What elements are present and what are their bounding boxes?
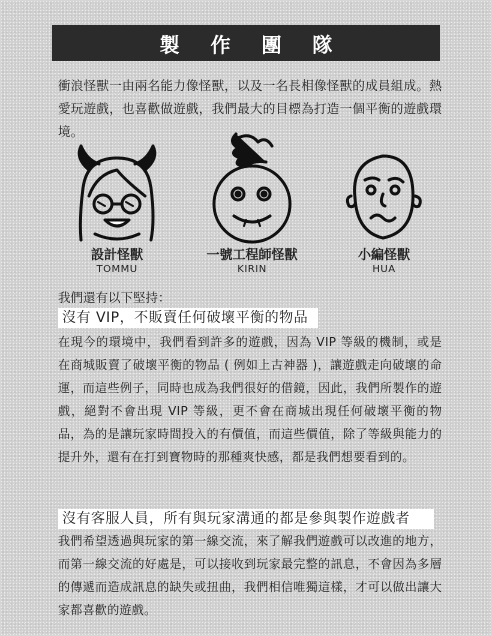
member-card-editor: [334, 146, 434, 275]
principle-heading: 沒有 VIP，不販賣任何破壞平衡的物品: [58, 308, 318, 328]
member-role: 設計怪獸: [90, 248, 143, 263]
page-title: 製 作 團 隊: [159, 32, 345, 57]
member-card-engineer: [196, 128, 308, 275]
principles-lead: 我們還有以下堅持：: [58, 290, 171, 305]
girl-devil-horns-glasses-icon: [67, 140, 167, 246]
curly-hair-boy-icon: [206, 128, 298, 246]
member-card-designer: [58, 140, 176, 275]
title-banner: [52, 25, 440, 61]
bald-worried-face-icon: [341, 146, 427, 246]
member-name: KIRIN: [237, 264, 267, 275]
member-role: 小編怪獸: [357, 248, 410, 263]
member-role: 一號工程師怪獸: [206, 248, 298, 263]
intro-paragraph: 衝浪怪獸一由兩名能力像怪獸，以及一名長相像怪獸的成員組成。熱愛玩遊戲，也喜歡做遊戲，我們最大的目標為打造一個平衡的遊戲環境。: [58, 78, 443, 139]
principle-body: 在現今的環境中，我們看到許多的遊戲，因為 VIP 等級的機制，或是在商城販賣了破壞平衡的物品 ( 例如上古神器 )，讓遊戲走向破壞的命運，而這些例子，同時也成為我們很好的借鏡，因此，我們所製作的遊戲，絕對不會出現 VIP 等級，更不會在商城出現任何破壞平衡的物品，為的是讓玩家時間投入的有價值，而這些價值，除了等級與能力的提升外，還有在打到寶物時的那種爽快感，都是我們想要看到的。: [58, 335, 442, 464]
member-name: HUA: [372, 264, 396, 275]
principle-body: 我們希望透過與玩家的第一線交流，來了解我們遊戲可以改進的地方，而第一線交流的好處是，可以接收到玩家最完整的訊息，不會因為多層的傳遞而造成訊息的缺失或扭曲，我們相信唯獨這樣，才可以做出讓大家都喜歡的遊戲。: [58, 534, 442, 617]
principle-heading: 沒有客服人員，所有與玩家溝通的都是參與製作遊戲者: [58, 509, 434, 529]
member-name: TOMMU: [96, 264, 138, 275]
